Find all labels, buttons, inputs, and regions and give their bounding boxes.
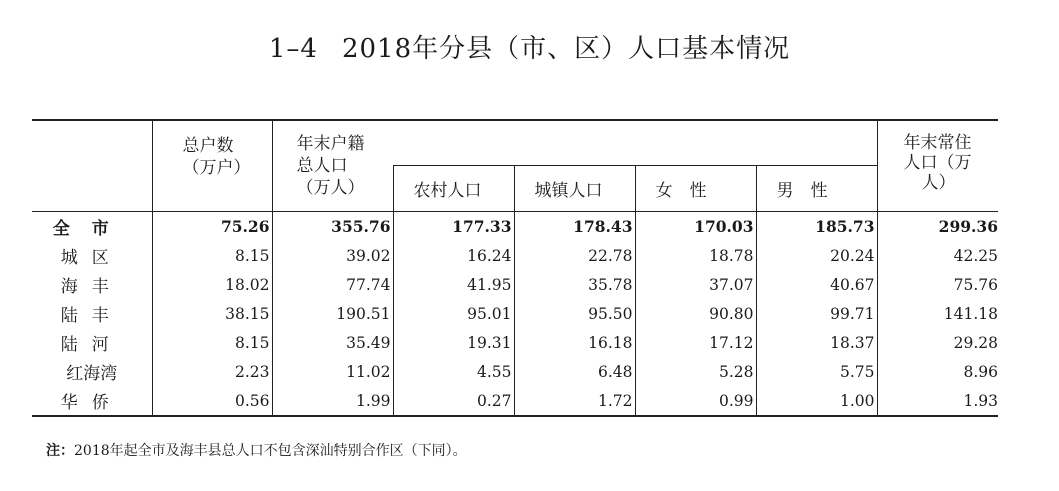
cell-registered: 39.02 xyxy=(272,241,393,270)
cell-female: 90.80 xyxy=(635,299,756,328)
header-breakdown-group xyxy=(393,120,877,166)
cell-rural: 0.27 xyxy=(393,386,514,416)
cell-rural: 177.33 xyxy=(393,212,514,242)
cell-urban: 178.43 xyxy=(514,212,635,242)
table-row xyxy=(32,386,998,416)
cell-resident: 29.28 xyxy=(877,328,998,357)
cell-households: 8.15 xyxy=(152,328,272,357)
cell-registered: 190.51 xyxy=(272,299,393,328)
cell-rural: 16.24 xyxy=(393,241,514,270)
cell-resident: 8.96 xyxy=(877,357,998,386)
header-households-line2: （万户） xyxy=(182,158,251,178)
cell-male: 18.37 xyxy=(756,328,877,357)
cell-male: 185.73 xyxy=(756,212,877,242)
header-households xyxy=(152,120,272,212)
cell-female: 37.07 xyxy=(635,270,756,299)
row-name: 华侨 xyxy=(32,386,152,416)
header-households-line1: 总户数 xyxy=(182,136,234,156)
cell-female: 5.28 xyxy=(635,357,756,386)
table-row xyxy=(32,299,998,328)
cell-female: 0.99 xyxy=(635,386,756,416)
cell-households: 75.26 xyxy=(152,212,272,242)
table-row-total xyxy=(32,212,998,242)
cell-female: 18.78 xyxy=(635,241,756,270)
cell-resident: 42.25 xyxy=(877,241,998,270)
header-registered-line3: （万人） xyxy=(296,178,365,198)
header-resident xyxy=(877,120,998,212)
row-name: 海丰 xyxy=(60,277,123,297)
cell-households: 38.15 xyxy=(152,299,272,328)
cell-households: 2.23 xyxy=(152,357,272,386)
cell-urban: 16.18 xyxy=(514,328,635,357)
cell-rural: 41.95 xyxy=(393,270,514,299)
cell-rural: 95.01 xyxy=(393,299,514,328)
cell-resident: 1.93 xyxy=(877,386,998,416)
table-row xyxy=(32,328,998,357)
cell-urban: 6.48 xyxy=(514,357,635,386)
cell-resident: 141.18 xyxy=(877,299,998,328)
cell-households: 18.02 xyxy=(152,270,272,299)
header-female: 女 性 xyxy=(635,166,756,212)
cell-households: 8.15 xyxy=(152,241,272,270)
cell-urban: 22.78 xyxy=(514,241,635,270)
cell-urban: 1.72 xyxy=(514,386,635,416)
cell-male: 40.67 xyxy=(756,270,877,299)
cell-registered: 355.76 xyxy=(272,212,393,242)
cell-registered: 11.02 xyxy=(272,357,393,386)
header-region xyxy=(32,120,152,212)
table-number: 1–4 xyxy=(268,34,318,64)
cell-households: 0.56 xyxy=(152,386,272,416)
header-registered xyxy=(272,120,393,212)
table-title xyxy=(0,28,1059,65)
footnote-label: 注： xyxy=(46,443,74,459)
header-rural: 农村人口 xyxy=(393,166,514,212)
header-resident-line1: 年末常住 xyxy=(903,133,972,153)
table-title-text: 2018年分县（市、区）人口基本情况 xyxy=(341,34,791,64)
cell-male: 1.00 xyxy=(756,386,877,416)
row-name: 陆河 xyxy=(60,335,123,355)
row-name: 陆丰 xyxy=(60,306,123,326)
row-name: 红海湾 xyxy=(66,364,118,384)
cell-male: 99.71 xyxy=(756,299,877,328)
cell-male: 5.75 xyxy=(756,357,877,386)
footnote xyxy=(46,440,467,460)
header-registered-line2: 总人口 xyxy=(296,156,348,176)
table-row xyxy=(32,270,998,299)
cell-registered: 1.99 xyxy=(272,386,393,416)
cell-resident: 75.76 xyxy=(877,270,998,299)
header-resident-line3: 人） xyxy=(921,173,956,193)
cell-male: 20.24 xyxy=(756,241,877,270)
header-resident-line2: 人口（万 xyxy=(903,153,972,173)
population-table xyxy=(32,119,998,417)
header-registered-line1: 年末户籍 xyxy=(296,134,365,154)
cell-urban: 95.50 xyxy=(514,299,635,328)
footnote-text: 2018年起全市及海丰县总人口不包含深汕特别合作区（下同）。 xyxy=(74,443,467,459)
header-male: 男 性 xyxy=(756,166,877,212)
table-row xyxy=(32,241,998,270)
cell-registered: 77.74 xyxy=(272,270,393,299)
header-urban: 城镇人口 xyxy=(514,166,635,212)
cell-resident: 299.36 xyxy=(877,212,998,242)
cell-urban: 35.78 xyxy=(514,270,635,299)
cell-female: 170.03 xyxy=(635,212,756,242)
cell-rural: 19.31 xyxy=(393,328,514,357)
row-name: 城区 xyxy=(60,248,123,268)
cell-female: 17.12 xyxy=(635,328,756,357)
table-row xyxy=(32,357,998,386)
cell-registered: 35.49 xyxy=(272,328,393,357)
row-name: 全市 xyxy=(32,212,152,242)
cell-rural: 4.55 xyxy=(393,357,514,386)
